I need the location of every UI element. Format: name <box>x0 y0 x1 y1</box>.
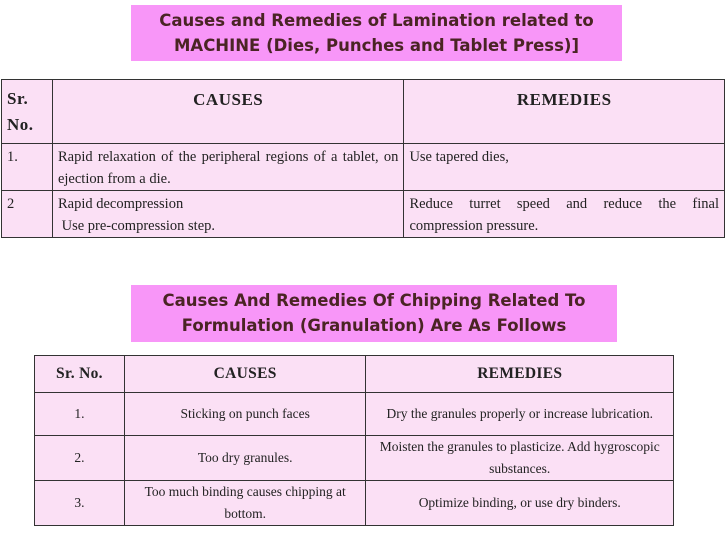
sr-cell: 2. <box>35 436 125 481</box>
sr-no-header: Sr. No. <box>35 356 125 393</box>
chipping-table <box>34 355 674 526</box>
lamination-title-line2: MACHINE (Dies, Punches and Tablet Press)] <box>174 36 579 55</box>
table-row <box>35 436 674 481</box>
lamination-title-line1: Causes and Remedies of Lamination related to <box>159 11 594 30</box>
table-row <box>2 191 725 238</box>
causes-header: CAUSES <box>52 80 403 144</box>
remedy-cell: Dry the granules properly or increase lubrication. <box>366 393 674 436</box>
chipping-title-line1: Causes And Remedies Of Chipping Related To <box>162 291 586 310</box>
cause-cell: Too dry granules. <box>124 436 366 481</box>
remedies-header: REMEDIES <box>404 80 725 144</box>
cause-cell: Rapid relaxation of the peripheral regions of a tablet, on ejection from a die. <box>52 144 403 191</box>
table-header-row <box>35 356 674 393</box>
sr-cell: 3. <box>35 481 125 526</box>
cause-line: Rapid decompression <box>57 196 184 212</box>
remedy-cell: Moisten the granules to plasticize. Add hygroscopic substances. <box>366 436 674 481</box>
sr-header-line1: Sr. <box>7 89 29 108</box>
chipping-title <box>131 285 617 342</box>
table-row <box>35 393 674 436</box>
causes-header: CAUSES <box>124 356 366 393</box>
remedy-cell: Optimize binding, or use dry binders. <box>366 481 674 526</box>
table-row <box>2 144 725 191</box>
sr-cell: 2 <box>2 191 53 238</box>
sr-no-header <box>2 80 53 144</box>
cause-cell: Too much binding causes chipping at bottom. <box>124 481 366 526</box>
cause-cell <box>52 191 403 238</box>
chipping-title-line2: Formulation (Granulation) Are As Follows <box>181 316 567 335</box>
sr-cell: 1. <box>2 144 53 191</box>
sr-header-line2: No. <box>7 115 34 134</box>
remedy-cell: Use tapered dies, <box>404 144 725 191</box>
lamination-table <box>1 79 725 238</box>
lamination-title <box>131 5 622 61</box>
table-row <box>35 481 674 526</box>
remedy-cell: Reduce turret speed and reduce the final compression pressure. <box>404 191 725 238</box>
table-header-row <box>2 80 725 144</box>
cause-line: Use pre-compression step. <box>61 218 216 234</box>
remedies-header: REMEDIES <box>366 356 674 393</box>
cause-cell: Sticking on punch faces <box>124 393 366 436</box>
sr-cell: 1. <box>35 393 125 436</box>
